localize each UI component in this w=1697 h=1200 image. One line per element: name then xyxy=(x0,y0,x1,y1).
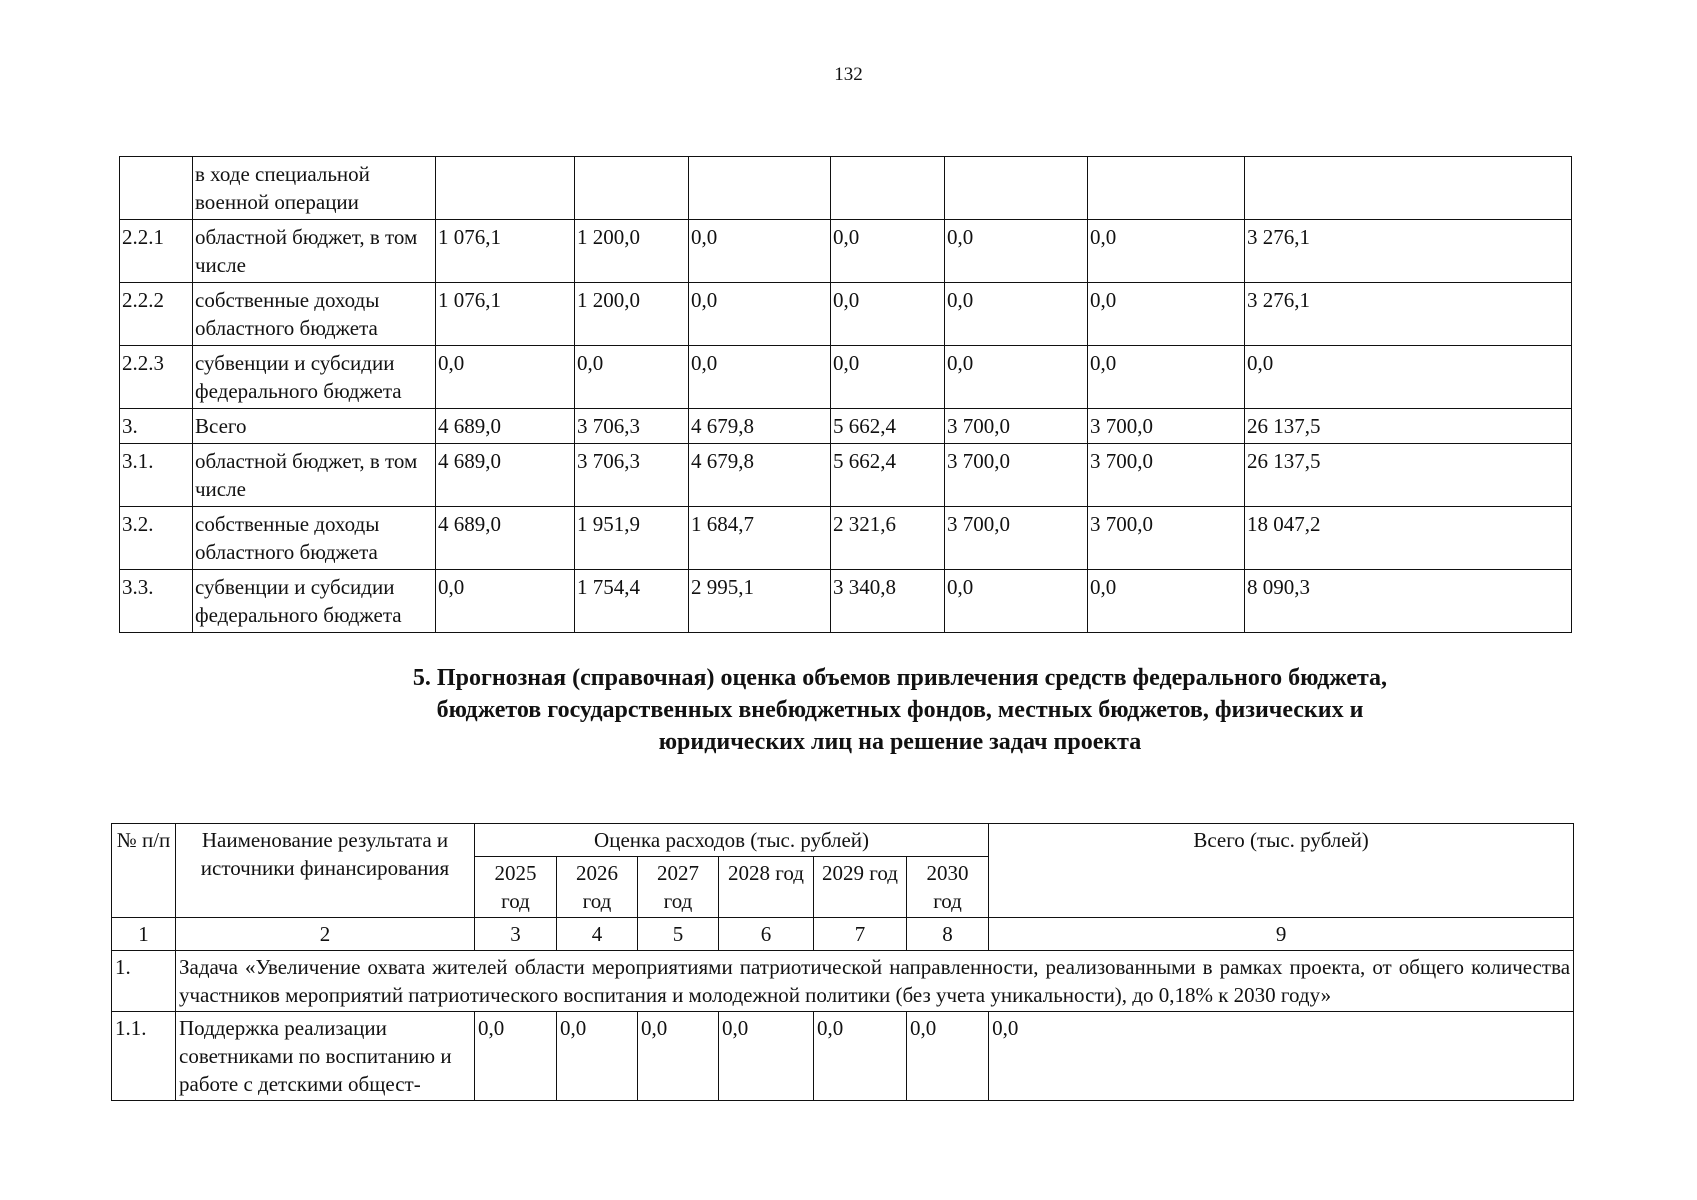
row-value: 0,0 xyxy=(945,570,1088,633)
header-year: 2030 год xyxy=(907,857,989,918)
row-value: 0,0 xyxy=(575,346,689,409)
row-value: 0,0 xyxy=(831,220,945,283)
table-row xyxy=(120,220,1572,283)
row-num xyxy=(120,157,193,220)
section-heading: 5. Прогнозная (справочная) оценка объемов привлечения средств федерального бюджета, бюджетов государственных внебюджетных фондов, местных бюджетов, физических и юридических лиц на решение задач проекта xyxy=(412,665,1388,755)
column-number: 7 xyxy=(814,918,907,951)
row-value: 3 706,3 xyxy=(575,409,689,444)
task-row xyxy=(112,951,1574,1012)
column-number: 6 xyxy=(719,918,814,951)
header-year: 2027 год xyxy=(638,857,719,918)
header-year: 2026 год xyxy=(557,857,638,918)
row-value: 2 321,6 xyxy=(831,507,945,570)
header-total: Всего (тыс. рублей) xyxy=(989,824,1574,918)
row-value: 0,0 xyxy=(689,220,831,283)
row-num: 2.2.3 xyxy=(120,346,193,409)
table-row xyxy=(120,444,1572,507)
column-number-row xyxy=(112,918,1574,951)
row-name: собственные доходы областного бюджета xyxy=(193,507,436,570)
row-value xyxy=(945,157,1088,220)
row-value: 0,0 xyxy=(436,346,575,409)
row-value: 0,0 xyxy=(638,1012,719,1101)
row-value: 3 700,0 xyxy=(945,444,1088,507)
row-num: 1.1. xyxy=(112,1012,176,1101)
row-value: 5 662,4 xyxy=(831,409,945,444)
row-value: 1 754,4 xyxy=(575,570,689,633)
row-name: собственные доходы областного бюджета xyxy=(193,283,436,346)
row-value xyxy=(436,157,575,220)
row-num: 3.3. xyxy=(120,570,193,633)
table-row xyxy=(120,507,1572,570)
header-year: 2029 год xyxy=(814,857,907,918)
budget-table xyxy=(119,156,1572,633)
table-row xyxy=(120,283,1572,346)
row-value: 1 200,0 xyxy=(575,220,689,283)
row-name: субвенции и субсидии федерального бюджета xyxy=(193,570,436,633)
row-value: 0,0 xyxy=(719,1012,814,1101)
row-value: 3 700,0 xyxy=(1088,507,1245,570)
row-value: 1 684,7 xyxy=(689,507,831,570)
row-value xyxy=(689,157,831,220)
row-total: 3 276,1 xyxy=(1245,220,1572,283)
row-value: 3 700,0 xyxy=(1088,444,1245,507)
row-value: 0,0 xyxy=(1088,283,1245,346)
row-value: 1 951,9 xyxy=(575,507,689,570)
header-year: 2025 год xyxy=(475,857,557,918)
row-value: 2 995,1 xyxy=(689,570,831,633)
row-value: 0,0 xyxy=(907,1012,989,1101)
table-row xyxy=(120,409,1572,444)
row-value: 0,0 xyxy=(1088,220,1245,283)
row-value: 0,0 xyxy=(831,283,945,346)
column-number: 1 xyxy=(112,918,176,951)
header-num: № п/п xyxy=(112,824,176,918)
row-value xyxy=(831,157,945,220)
row-value: 0,0 xyxy=(689,283,831,346)
row-value: 5 662,4 xyxy=(831,444,945,507)
row-num: 3. xyxy=(120,409,193,444)
row-total: 0,0 xyxy=(1245,346,1572,409)
table-row xyxy=(120,346,1572,409)
header-estimate: Оценка расходов (тыс. рублей) xyxy=(475,824,989,857)
header-name: Наименование результата и источники финансирования xyxy=(176,824,475,918)
row-num: 3.2. xyxy=(120,507,193,570)
row-name: областной бюджет, в том числе xyxy=(193,444,436,507)
column-number: 4 xyxy=(557,918,638,951)
row-value: 1 200,0 xyxy=(575,283,689,346)
table-row xyxy=(120,157,1572,220)
row-value: 3 700,0 xyxy=(1088,409,1245,444)
row-value: 4 679,8 xyxy=(689,409,831,444)
table-row xyxy=(120,570,1572,633)
column-number: 5 xyxy=(638,918,719,951)
row-name: субвенции и субсидии федерального бюджета xyxy=(193,346,436,409)
column-number: 2 xyxy=(176,918,475,951)
row-total: 0,0 xyxy=(989,1012,1574,1101)
column-number: 9 xyxy=(989,918,1574,951)
row-value: 3 340,8 xyxy=(831,570,945,633)
row-value: 0,0 xyxy=(1088,346,1245,409)
row-value: 0,0 xyxy=(945,283,1088,346)
row-value: 0,0 xyxy=(689,346,831,409)
task-text: Задача «Увеличение охвата жителей области мероприятиями патриотической направленности, реализованными в рамках проекта, от общего количества участников мероприятий патриотического воспитания и молодежной политики (без учета уникальности), до 0,18% к 2030 году» xyxy=(176,951,1574,1012)
row-total xyxy=(1245,157,1572,220)
row-total: 18 047,2 xyxy=(1245,507,1572,570)
row-value: 0,0 xyxy=(945,220,1088,283)
forecast-header-row xyxy=(112,824,1574,857)
row-value: 4 689,0 xyxy=(436,409,575,444)
row-total: 26 137,5 xyxy=(1245,409,1572,444)
header-year: 2028 год xyxy=(719,857,814,918)
row-value: 1 076,1 xyxy=(436,220,575,283)
row-value: 0,0 xyxy=(1088,570,1245,633)
row-value: 0,0 xyxy=(831,346,945,409)
row-value: 4 689,0 xyxy=(436,507,575,570)
row-value: 1 076,1 xyxy=(436,283,575,346)
row-value: 0,0 xyxy=(814,1012,907,1101)
row-num: 3.1. xyxy=(120,444,193,507)
row-value: 0,0 xyxy=(557,1012,638,1101)
row-name: Поддержка реализации советниками по воспитанию и работе с детскими общест- xyxy=(176,1012,475,1101)
row-value: 3 700,0 xyxy=(945,507,1088,570)
row-value: 4 679,8 xyxy=(689,444,831,507)
row-total: 26 137,5 xyxy=(1245,444,1572,507)
row-num: 2.2.2 xyxy=(120,283,193,346)
row-name: Всего xyxy=(193,409,436,444)
row-name: в ходе специальной военной операции xyxy=(193,157,436,220)
row-total: 3 276,1 xyxy=(1245,283,1572,346)
row-value xyxy=(575,157,689,220)
row-value: 3 700,0 xyxy=(945,409,1088,444)
column-number: 3 xyxy=(475,918,557,951)
row-value: 0,0 xyxy=(475,1012,557,1101)
task-num: 1. xyxy=(112,951,176,1012)
row-total: 8 090,3 xyxy=(1245,570,1572,633)
row-value: 0,0 xyxy=(945,346,1088,409)
row-value xyxy=(1088,157,1245,220)
row-num: 2.2.1 xyxy=(120,220,193,283)
forecast-table xyxy=(111,823,1574,1101)
row-value: 3 706,3 xyxy=(575,444,689,507)
row-value: 4 689,0 xyxy=(436,444,575,507)
row-name: областной бюджет, в том числе xyxy=(193,220,436,283)
column-number: 8 xyxy=(907,918,989,951)
row-value: 0,0 xyxy=(436,570,575,633)
page-number: 132 xyxy=(834,64,863,85)
table-row xyxy=(112,1012,1574,1101)
